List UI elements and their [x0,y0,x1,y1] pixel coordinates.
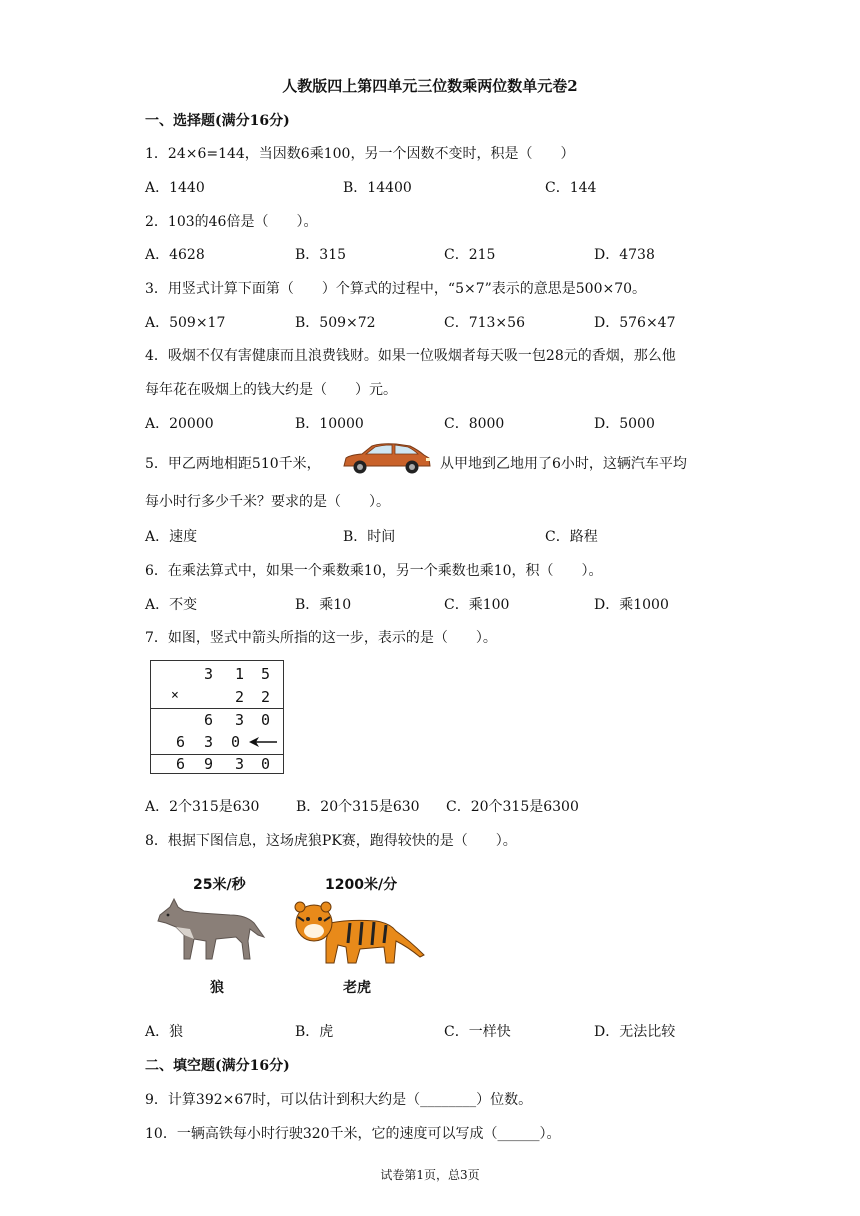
q4-option-c: C．8000 [444,416,505,432]
q1-option-b: B．14400 [343,180,412,196]
q6-option-b: B．乘10 [295,597,352,613]
q4-option-b: B．10000 [295,416,364,432]
q1-option-a: A．1440 [145,180,205,196]
q2-option-b: B．315 [295,247,347,263]
question-10: 10．一辆高铁每小时行驶320千米，它的速度可以写成（______）。 [145,1126,561,1142]
q3-option-d: D．576×47 [594,315,676,331]
section-heading-fill: 二、填空题(满分16分) [145,1058,290,1074]
wolf-speed-label: 25米/秒 [193,877,246,893]
arrow-left-icon [247,735,279,749]
q7-option-a: A．2个315是630 [145,799,260,815]
calc-digit: 2 [261,688,271,706]
page-footer: 试卷第1页，总3页 [380,1168,480,1182]
question-5-line2: 每小时行多少千米？要求的是（ ）。 [145,494,390,510]
question-9: 9．计算392×67时，可以估计到积大约是（________）位数。 [145,1092,533,1108]
calc-digit: 6 [176,755,186,773]
question-8: 8．根据下图信息，这场虎狼PK赛，跑得较快的是（ ）。 [145,833,517,849]
question-3: 3．用竖式计算下面第（ ）个算式的过程中，“5×7”表示的意思是500×70。 [145,281,647,297]
calc-digit: 0 [261,755,271,773]
question-6: 6．在乘法算式中，如果一个乘数乘10，另一个乘数也乘10，积（ ）。 [145,563,603,579]
wolf-image [150,893,268,965]
calc-digit: 2 [235,688,245,706]
q4-option-a: A．20000 [145,416,214,432]
question-4-line2: 每年花在吸烟上的钱大约是（ ）元。 [145,382,397,398]
tiger-speed-label: 1200米/分 [325,877,398,893]
question-4-line1: 4．吸烟不仅有害健康而且浪费钱财。如果一位吸烟者每天吸一包28元的香烟，那么他 [145,348,676,364]
question-5-line1b: 从甲地到乙地用了6小时，这辆汽车平均 [440,456,687,472]
q6-option-a: A．不变 [145,597,198,613]
calc-digit: 6 [176,733,186,751]
calc-digit: 0 [261,711,271,729]
q5-option-b: B．时间 [343,529,396,545]
question-5-line1a: 5．甲乙两地相距510千米， [145,456,321,472]
q3-option-b: B．509×72 [295,315,376,331]
calc-digit: 3 [204,665,214,683]
q3-option-a: A．509×17 [145,315,226,331]
calc-digit: 5 [261,665,271,683]
q7-option-c: C．20个315是6300 [446,799,579,815]
section-heading-choice: 一、选择题(满分16分) [145,113,290,129]
calc-digit: 9 [204,755,214,773]
wolf-label: 狼 [210,980,224,996]
question-7: 7．如图，竖式中箭头所指的这一步，表示的是（ ）。 [145,630,497,646]
calc-digit: 3 [235,711,245,729]
q6-option-d: D．乘1000 [594,597,669,613]
q2-option-d: D．4738 [594,247,655,263]
calc-digit: 1 [235,665,245,683]
calc-digit: 3 [235,755,245,773]
calc-line [151,708,283,709]
calc-digit: 3 [204,733,214,751]
q5-option-c: C．路程 [545,529,598,545]
q3-option-c: C．713×56 [444,315,525,331]
q8-option-b: B．虎 [295,1024,334,1040]
q1-option-c: C．144 [545,180,597,196]
q8-option-a: A．狼 [145,1024,184,1040]
q5-option-a: A．速度 [145,529,198,545]
car-icon [340,442,432,476]
q6-option-c: C．乘100 [444,597,510,613]
tiger-image [290,893,430,969]
question-2: 2．103的46倍是（ ）。 [145,214,318,230]
tiger-label: 老虎 [343,980,371,996]
calc-digit: 6 [204,711,214,729]
q2-option-c: C．215 [444,247,496,263]
multiply-sign: × [171,688,179,703]
q8-option-c: C．一样快 [444,1024,511,1040]
page-title: 人教版四上第四单元三位数乘两位数单元卷2 [282,77,578,95]
q7-option-b: B．20个315是630 [296,799,420,815]
q4-option-d: D．5000 [594,416,655,432]
calc-digit: 0 [231,733,241,751]
question-1: 1．24×6=144，当因数6乘100，另一个因数不变时，积是（ ） [145,146,575,162]
q8-option-d: D．无法比较 [594,1024,676,1040]
vertical-multiplication [150,660,284,774]
q2-option-a: A．4628 [145,247,205,263]
